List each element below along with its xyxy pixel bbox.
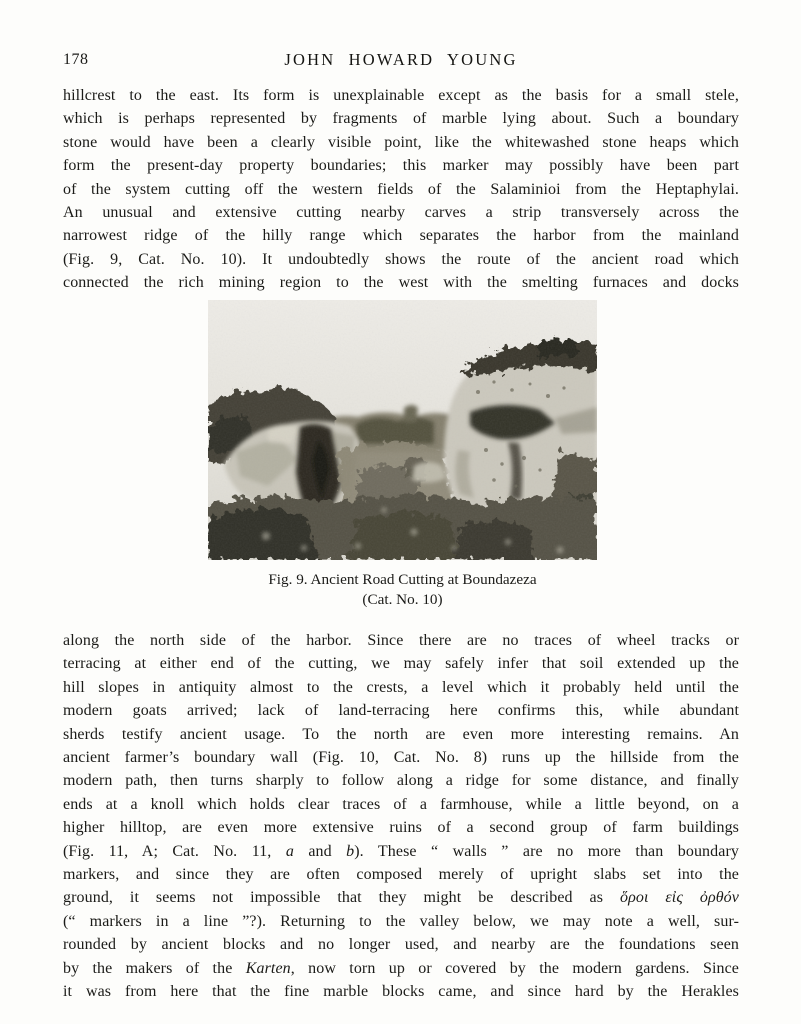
text-line: (Fig. 9, Cat. No. 10). It undoubtedly shows the route of the ancient road which (63, 250, 739, 268)
text-line: narrowest ridge of the hilly range which separates the harbor from the mainland (63, 227, 739, 245)
text-line: modern goats arrived; lack of land-terracing here confirms this, while abundant (63, 702, 739, 720)
text-line: connected the rich mining region to the west with the smelting furnaces and docks (63, 274, 739, 292)
text-line: ends at a knoll which holds clear traces of a farmhouse, while a little beyond, on a (63, 795, 739, 813)
text-line: which is perhaps represented by fragments of marble lying about. Such a boundary (63, 110, 739, 128)
page-number: 178 (63, 51, 89, 68)
text-line: An unusual and extensive cutting nearby carves a strip transversely across the (63, 204, 739, 222)
page-header (63, 50, 739, 72)
text-line: along the north side of the harbor. Since there are no traces of wheel tracks or (63, 632, 739, 649)
text-line: ancient farmer’s boundary wall (Fig. 10, Cat. No. 8) runs up the hillside from the (63, 749, 739, 767)
text-line: hillcrest to the east. Its form is unexplainable except as the basis for a small stele, (63, 87, 739, 104)
figure-9 (208, 300, 597, 610)
text-line: of the system cutting off the western fields of the Salaminioi from the Heptaphylai. (63, 180, 739, 198)
text-line: markers, and since they are often composed merely of upright slabs set into the (63, 866, 739, 884)
text-line: higher hilltop, are even more extensive ruins of a second group of farm buildings (63, 819, 739, 837)
text-line: (Fig. 11, A; Cat. No. 11, a and b). These “ walls ” are no more than boundary (63, 842, 739, 860)
text-line: terracing at either end of the cutting, we may safely infer that soil extended up the (63, 655, 739, 673)
paragraph-top (63, 84, 739, 295)
text-line: hill slopes in antiquity almost to the crests, a level which it probably held until the (63, 678, 739, 696)
text-line: modern path, then turns sharply to follow along a ridge for some distance, and finally (63, 772, 739, 790)
paragraph-bottom (63, 629, 739, 1004)
text-line: stone would have been a clearly visible point, like the whitewashed stone heaps which (63, 133, 739, 151)
text-line: form the present-day property boundaries; this marker may possibly have been part (63, 157, 739, 175)
text-line: by the makers of the Karten, now torn up or covered by the modern gardens. Since (63, 959, 739, 977)
text-line: ground, it seems not impossible that they might be described as ὅροι εἰς ὀρθόν (63, 889, 739, 907)
figure-photo (208, 300, 597, 560)
figure-caption-number: (Cat. No. 10) (362, 591, 443, 608)
figure-caption-title: Fig. 9. Ancient Road Cutting at Boundazeza (268, 571, 537, 588)
text-line: (“ markers in a line ”?). Returning to the valley below, we may note a well, sur- (63, 912, 739, 930)
text-line: sherds testify ancient usage. To the north are even more interesting remains. An (63, 725, 739, 743)
running-title: JOHN HOWARD YOUNG (284, 50, 518, 69)
text-line: it was from here that the fine marble blocks came, and since hard by the Herakles (63, 983, 739, 1001)
landscape-photo-graphic (208, 300, 597, 560)
text-line: rounded by ancient blocks and no longer used, and nearby are the foundations seen (63, 936, 739, 954)
figure-caption (208, 570, 597, 610)
